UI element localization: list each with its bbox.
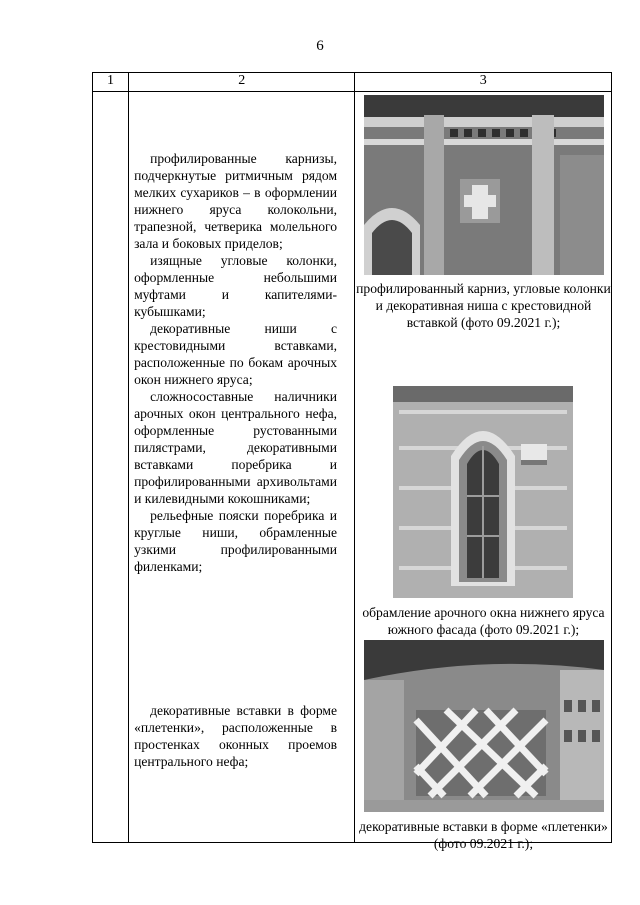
features-list-2 [134,702,337,770]
document-table [92,72,612,851]
table-header-row [93,73,612,92]
header-col-2: 2 [129,73,355,92]
feature-item: профилированные карнизы, подчеркнутые ритмичным рядом мелких сухариков – в оформлении нижнего яруса колокольни, трапезной, четверика молельного зала и боковых приделов; [134,151,338,251]
feature-item: декоративные вставки в форме «плетенки», расположенные в простенках оконных проемов центрального нефа; [134,703,338,769]
photo-cornice [364,95,604,275]
cell-col-1 [93,92,129,843]
feature-item: сложносоставные наличники арочных окон центрального нефа, оформленные рустованными пилястрами, декоративными вставками поребрика и профилированными архивольтами и килевидными кокошниками; [134,389,338,506]
feature-item: декоративные ниши с крестовидными вставками, расположенные по бокам арочных окон нижнего яруса; [134,321,338,387]
feature-item: изящные угловые колонки, оформленные небольшими муфтами и капителями-кубышками; [134,253,338,319]
table-row [93,92,612,843]
cell-photos [355,92,612,851]
header-col-3: 3 [355,73,612,92]
photo-caption: профилированный карниз, угловые колонки и декоративная ниша с крестовидной вставкой (фото 09.2021 г.); [356,281,611,330]
photo-window [393,386,573,598]
header-col-1: 1 [93,73,129,92]
photo-caption: обрамление арочного окна нижнего яруса южного фасада (фото 09.2021 г.); [362,605,605,637]
features-list [134,150,337,575]
page-number: 6 [316,38,324,54]
photo-lattice [364,640,604,812]
cell-description [129,92,355,843]
photo-caption: декоративные вставки в форме «плетенки» (фото 09.2021 г.); [359,819,608,851]
feature-item: рельефные пояски поребрика и круглые ниши, обрамленные узкими профилированными филенками; [134,508,338,574]
